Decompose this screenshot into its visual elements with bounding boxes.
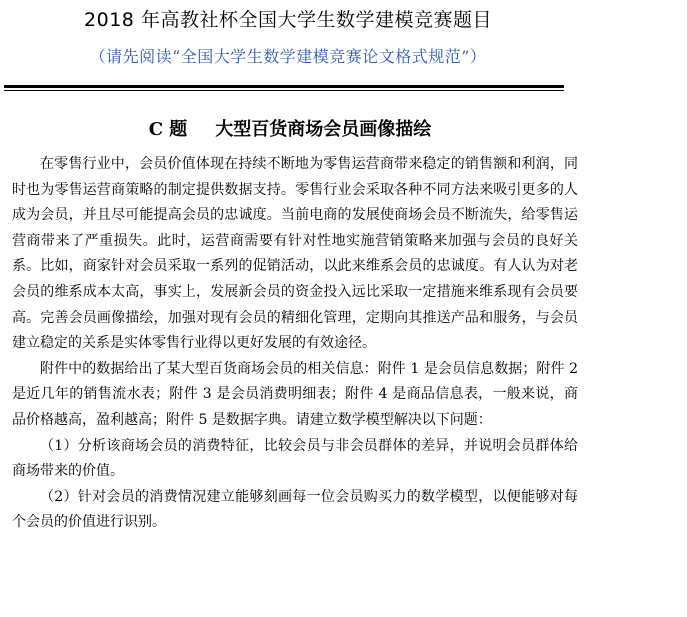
problem-heading — [0, 117, 580, 143]
question-2: （2）针对会员的消费情况建立能够刻画每一位会员购买力的数学模型，以便能够对每个会员的价值进行识别。 — [12, 488, 578, 531]
question-1: （1）分析该商场会员的消费特征，比较会员与非会员群体的差异，并说明会员群体给商场带来的价值。 — [12, 437, 578, 480]
problem-body — [12, 152, 578, 536]
problem-label: C 题 — [148, 119, 188, 140]
paragraph-attachments: 附件中的数据给出了某大型百货商场会员的相关信息：附件 1 是会员信息数据；附件 2 是近几年的销售流水表；附件 3 是会员消费明细表；附件 4 是商品信息表，一般来说，商品价格越高，盈利越高；附件 5 是数据字典。请建立数学模型解决以下问题： — [12, 360, 578, 428]
document-subtitle: （请先阅读“全国大学生数学建模竞赛论文格式规范”） — [89, 47, 487, 66]
title-divider-thick — [4, 85, 564, 88]
document-title: 2018 年高教社杯全国大学生数学建模竞赛题目 — [84, 9, 492, 31]
problem-name: 大型百货商场会员画像描绘 — [215, 119, 432, 140]
title-divider-thin — [4, 90, 564, 91]
paragraph-intro: 在零售行业中，会员价值体现在持续不断地为零售运营商带来稳定的销售额和利润，同时也为零售运营商策略的制定提供数据支持。零售行业会采取各种不同方法来吸引更多的人成为会员，并且尽可能提高会员的忠诚度。当前电商的发展使商场会员不断流失，给零售运营商带来了严重损失。此时，运营商需要有针对性地实施营销策略来加强与会员的良好关系。比如，商家针对会员采取一系列的促销活动，以此来维系会员的忠诚度。有人认为对老会员的维系成本太高，事实上，发展新会员的资金投入远比采取一定措施来维系现有会员要高。完善会员画像描绘，加强对现有会员的精细化管理，定期向其推送产品和服务，与会员建立稳定的关系是实体零售行业得以更好发展的有效途径。 — [12, 156, 578, 352]
